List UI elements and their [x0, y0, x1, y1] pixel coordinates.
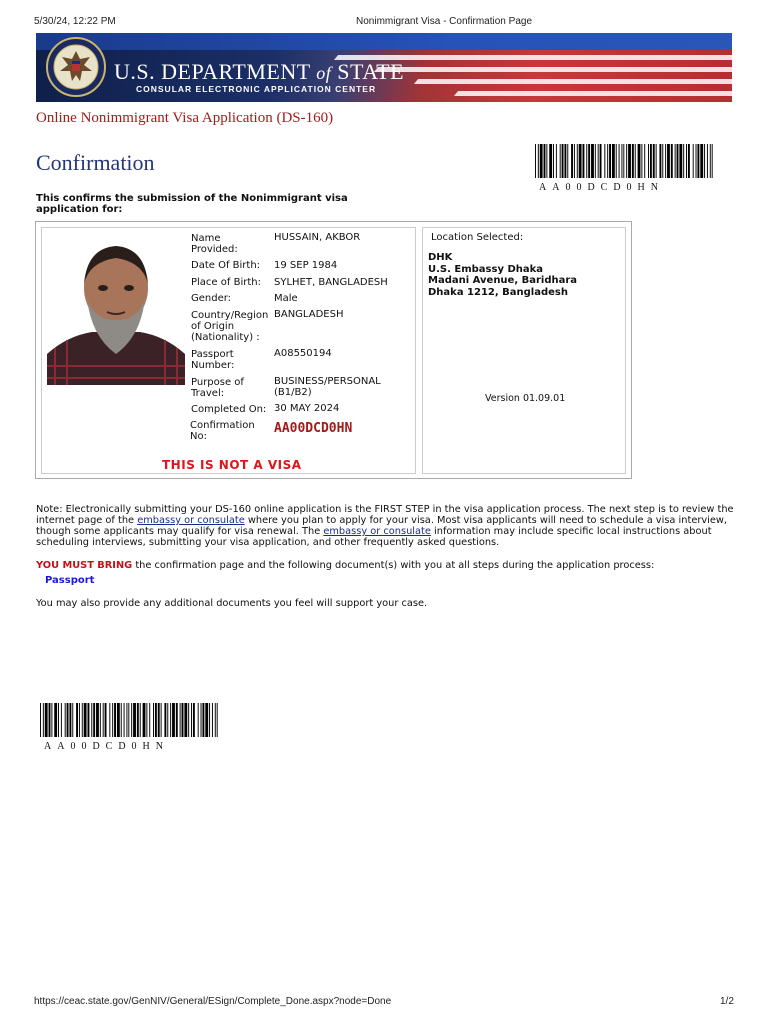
barcode-bars-icon: [40, 703, 218, 737]
print-url: https://ceac.state.gov/GenNIV/General/ESign/Complete_Done.aspx?node=Done: [34, 996, 392, 1007]
location-label: Location Selected:: [431, 232, 524, 243]
print-page-number: 1/2: [720, 996, 734, 1007]
location-city: Dhaka 1212, Bangladesh: [428, 286, 568, 298]
location-street: Madani Avenue, Baridhara: [428, 275, 578, 286]
confirmation-heading: Confirmation: [36, 150, 155, 175]
additional-documents-text: You may also provide any additional documents you feel will support your case.: [36, 598, 428, 609]
confirmation-no-value: AA00DCD0HN: [274, 421, 353, 436]
document-item-passport: Passport: [45, 575, 95, 586]
version-text: Version 01.09.01: [485, 393, 566, 404]
pob-label: Place of Birth:: [191, 277, 261, 288]
confirms-text: This confirms the submission of the Nonimmigrant visa application for:: [36, 193, 348, 215]
must-bring-paragraph: YOU MUST BRING the confirmation page and the following document(s) with you at all steps during the application process:: [36, 560, 655, 571]
dob-value: 19 SEP 1984: [274, 260, 338, 271]
print-page-title: Nonimmigrant Visa - Confirmation Page: [356, 16, 533, 27]
gender-value: Male: [274, 293, 298, 304]
barcode-top: [535, 144, 713, 193]
passport-value: A08550194: [274, 348, 332, 359]
confirmation-no-label: Confirmation No:: [190, 420, 255, 442]
print-datetime: 5/30/24, 12:22 PM: [34, 16, 116, 27]
not-a-visa-warning: THIS IS NOT A VISA: [162, 458, 302, 472]
dos-banner: [36, 33, 732, 102]
completed-label: Completed On:: [191, 404, 267, 415]
department-title: U.S. DEPARTMENT of STATE: [114, 59, 405, 84]
barcode-top-text: AA00DCD0HN: [539, 182, 664, 193]
must-bring-label: YOU MUST BRING: [36, 560, 133, 571]
barcode-bottom: [40, 703, 218, 752]
embassy-link-2[interactable]: embassy or consulate: [323, 526, 431, 537]
state-department-seal-icon: [46, 37, 106, 97]
dob-label: Date Of Birth:: [191, 260, 261, 271]
barcode-bottom-text: AA00DCD0HN: [44, 741, 169, 752]
barcode-bars-icon: [535, 144, 713, 178]
name-value: HUSSAIN, AKBOR: [274, 232, 361, 243]
location-name: U.S. Embassy Dhaka: [428, 263, 544, 275]
location-address: [428, 252, 577, 298]
pob-value: SYLHET, BANGLADESH: [274, 277, 388, 288]
department-subtitle: CONSULAR ELECTRONIC APPLICATION CENTER: [136, 84, 377, 94]
passport-label: Passport Number:: [191, 349, 235, 371]
nationality-value: BANGLADESH: [274, 309, 344, 320]
purpose-label: Purpose of Travel:: [191, 377, 244, 399]
name-label: Name Provided:: [191, 233, 238, 255]
application-title: Online Nonimmigrant Visa Application (DS-160): [36, 110, 334, 126]
purpose-value: BUSINESS/PERSONAL (B1/B2): [274, 376, 381, 398]
completed-value: 30 MAY 2024: [274, 403, 340, 414]
applicant-photo: [47, 236, 185, 385]
gender-label: Gender:: [191, 293, 232, 304]
embassy-link-1[interactable]: embassy or consulate: [137, 515, 245, 526]
nationality-label: Country/Region of Origin (Nationality) :: [191, 310, 269, 343]
location-code: DHK: [428, 252, 453, 263]
note-paragraph: Note: Electronically submitting your DS-160 online application is the FIRST STEP in the visa application process. The next step is to review the internet page of the embassy or consulate where you plan to apply for your visa. Most visa applicants will need to schedule a visa interview, though some applicants may qualify for visa renewal. The embassy or consulate information may include specific local instructions about scheduling interviews, submitting your visa application, and other frequently asked questions.: [36, 504, 734, 548]
